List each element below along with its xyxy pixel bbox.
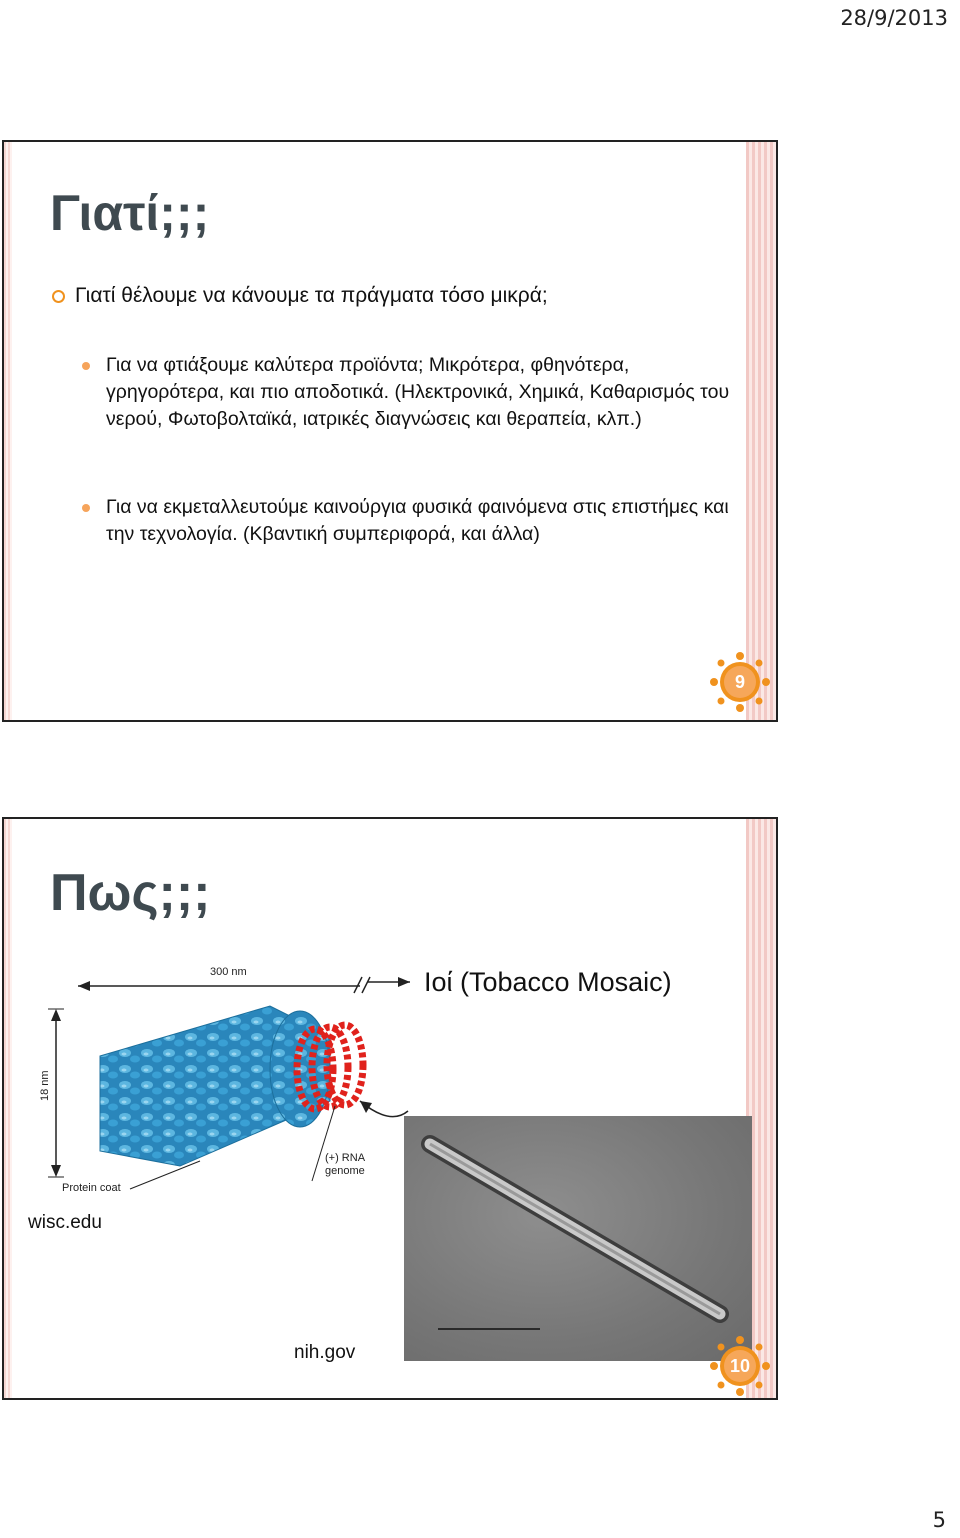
slide-number-badge: [708, 1334, 772, 1398]
slide-number: 9: [734, 672, 745, 692]
credit-nih: nih.gov: [294, 1342, 356, 1363]
page-date: 28/9/2013: [840, 6, 948, 30]
diameter-label: 18 nm: [39, 1070, 51, 1101]
figure-title: Ιοί (Tobacco Mosaic): [424, 967, 672, 997]
slide-title: Πως;;;: [50, 864, 211, 922]
dot-bullet-icon: [82, 362, 90, 370]
question-text: Γιατί θέλουμε να κάνουμε τα πράγματα τόσο μικρά;: [75, 284, 548, 307]
page-number: 5: [932, 1508, 946, 1532]
list-item: [82, 494, 732, 548]
rna-label-line2: genome: [325, 1165, 365, 1177]
slide-right-stripes: [746, 142, 776, 720]
electron-micrograph-photo: [404, 1116, 752, 1361]
rna-label-line1: (+) RNA: [325, 1152, 366, 1164]
slide-left-stripes: [4, 819, 12, 1398]
dot-bullet-icon: [82, 504, 90, 512]
protein-coat-label: Protein coat: [62, 1182, 121, 1194]
list-item: [82, 352, 732, 433]
slide-number-badge: [708, 650, 772, 714]
bullet-text: Για να εκμεταλλευτούμε καινούργια φυσικά φαινόμενα στις επιστήμες και την τεχνολογία. (Κβαντική συμπεριφορά, και άλλα): [106, 496, 729, 545]
virus-rod-icon: [430, 1144, 720, 1314]
slide-title: Γιατί;;;: [50, 185, 210, 241]
slide-9: [2, 140, 778, 722]
slide-left-stripes: [4, 142, 12, 720]
bullet-text: Για να φτιάξουμε καλύτερα προϊόντα; Μικρότερα, φθηνότερα, γρηγορότερα, και πιο αποδοτικά. (Ηλεκτρονικά, Χημικά, Καθαρισμός του νερού, Φωτοβολταϊκά, ιατρικές διαγνώσεις και θεραπεία, κλπ.): [106, 354, 730, 430]
slide-10: [2, 817, 778, 1400]
ring-bullet-icon: [52, 290, 65, 303]
question-bullet: [52, 284, 548, 308]
length-label: 300 nm: [210, 966, 247, 978]
slide-number: 10: [729, 1356, 751, 1376]
credit-wisc: wisc.edu: [28, 1212, 102, 1233]
